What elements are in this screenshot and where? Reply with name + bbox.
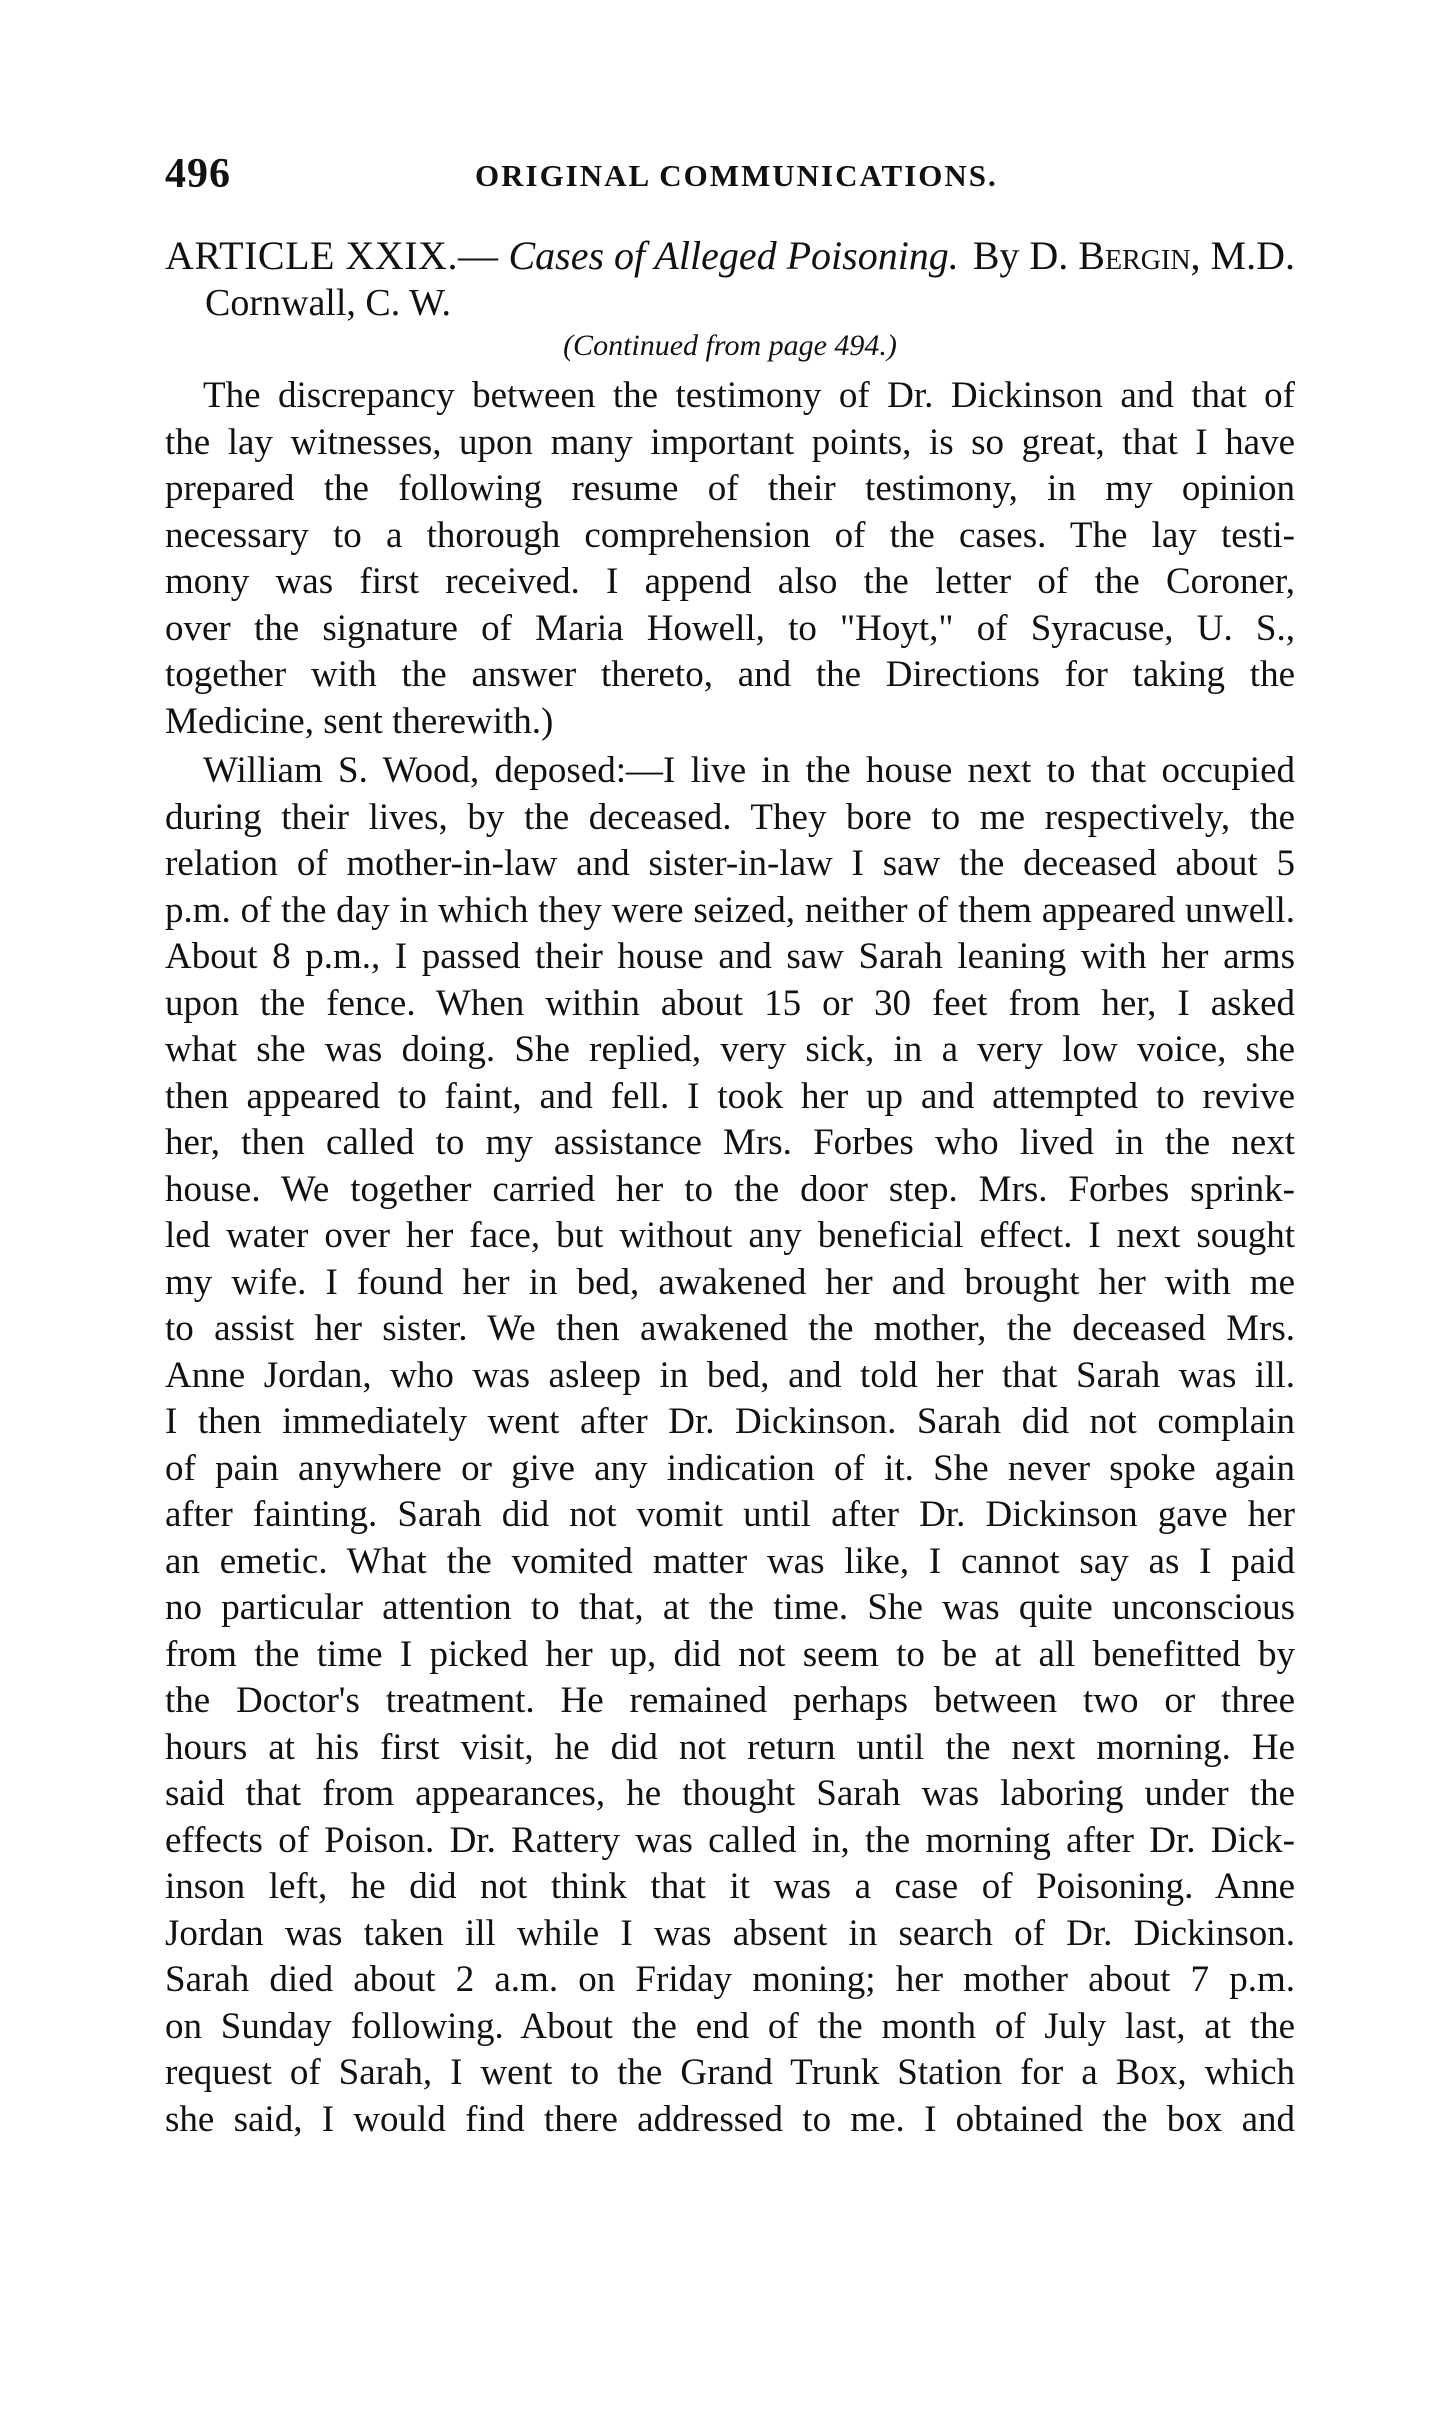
text-line: from the time I picked her up, did not seem to be at all benefitted by (165, 1633, 1295, 1675)
text-line: I then immediately went after Dr. Dickinson. Sarah did not complain (165, 1401, 1295, 1442)
text-line: mony was first received. I append also the letter of the Coroner, (165, 561, 1295, 602)
text-line: request of Sarah, I went to the Grand Trunk Station for a Box, which (165, 2052, 1295, 2093)
article-body (165, 373, 1295, 2143)
text-line: of pain anywhere or give any indication of it. She never spoke again (165, 1447, 1295, 1489)
text-line: inson left, he did not think that it was a case of Poisoning. Anne (165, 1866, 1295, 1907)
text-line: William S. Wood, deposed:—I live in the house next to that occupied (203, 750, 1295, 791)
text-line: About 8 p.m., I passed their house and saw Sarah leaning with her arms (165, 936, 1295, 977)
text-line: said that from appearances, he thought Sarah was laboring under the (165, 1773, 1295, 1814)
text-line: over the signature of Maria Howell, to "Hoyt," of Syracuse, U. S., (165, 607, 1295, 649)
text-line: no particular attention to that, at the time. She was quite unconscious (165, 1587, 1295, 1628)
author-name: D. Bergin, M.D. (1029, 233, 1295, 278)
text-line: necessary to a thorough comprehension of the cases. The lay testi- (165, 514, 1295, 556)
continued-note: (Continued from page 494.) (563, 329, 897, 362)
article-title: Cases of Alleged Poisoning. (508, 233, 959, 278)
article-heading-line (165, 232, 1295, 280)
text-line: an emetic. What the vomited matter was like, I cannot say as I paid (165, 1540, 1295, 1582)
text-line: on Sunday following. About the end of the month of July last, at the (165, 2005, 1295, 2047)
text-line: the lay witnesses, upon many important points, is so great, that I have (165, 421, 1295, 463)
text-line: she said, I would find there addressed to me. I obtained the box and (165, 2098, 1295, 2140)
text-line: then appeared to faint, and fell. I took her up and attempted to revive (165, 1075, 1295, 1117)
text-line: hours at his first visit, he did not return until the next morning. He (165, 1726, 1295, 1768)
text-line: upon the fence. When within about 15 or 30 feet from her, I asked (165, 982, 1295, 1024)
text-line: house. We together carried her to the door step. Mrs. Forbes sprink- (165, 1168, 1295, 1210)
text-line: p.m. of the day in which they were seized, neither of them appeared unwell. (165, 889, 1295, 931)
text-line: to assist her sister. We then awakened the mother, the deceased Mrs. (165, 1308, 1295, 1349)
text-line: prepared the following resume of their testimony, in my opinion (165, 468, 1295, 509)
text-line: Medicine, sent therewith.) (165, 700, 554, 742)
text-line: during their lives, by the deceased. They bore to me respectively, the (165, 796, 1295, 838)
text-line: what she was doing. She replied, very sick, in a very low voice, she (165, 1029, 1295, 1070)
text-line: Sarah died about 2 a.m. on Friday moning; her mother about 7 p.m. (165, 1959, 1295, 2000)
text-line: Anne Jordan, who was asleep in bed, and told her that Sarah was ill. (165, 1354, 1295, 1396)
page-number: 496 (165, 151, 231, 197)
text-line: the Doctor's treatment. He remained perhaps between two or three (165, 1680, 1295, 1721)
article-heading (165, 232, 1295, 326)
article-label: ARTICLE XXIX.— (165, 233, 499, 278)
text-line: together with the answer thereto, and the Directions for taking the (165, 654, 1295, 695)
text-line: effects of Poison. Dr. Rattery was called in, the morning after Dr. Dick- (165, 1819, 1295, 1861)
byline-prefix: By (972, 233, 1020, 278)
article-byline (973, 232, 1295, 280)
text-line: The discrepancy between the testimony of Dr. Dickinson and that of (203, 375, 1295, 416)
article-heading-left (165, 232, 969, 280)
running-title: ORIGINAL COMMUNICATIONS. (475, 158, 998, 193)
author-location: Cornwall, C. W. (205, 282, 451, 324)
running-head (165, 150, 1295, 210)
text-line: Jordan was taken ill while I was absent in search of Dr. Dickinson. (165, 1912, 1295, 1954)
text-line: her, then called to my assistance Mrs. Forbes who lived in the next (165, 1122, 1295, 1163)
text-line: after fainting. Sarah did not vomit until after Dr. Dickinson gave her (165, 1494, 1295, 1535)
text-line: my wife. I found her in bed, awakened her and brought her with me (165, 1261, 1295, 1303)
text-line: relation of mother-in-law and sister-in-law I saw the deceased about 5 (165, 843, 1295, 884)
text-line: led water over her face, but without any beneficial effect. I next sought (165, 1215, 1295, 1256)
